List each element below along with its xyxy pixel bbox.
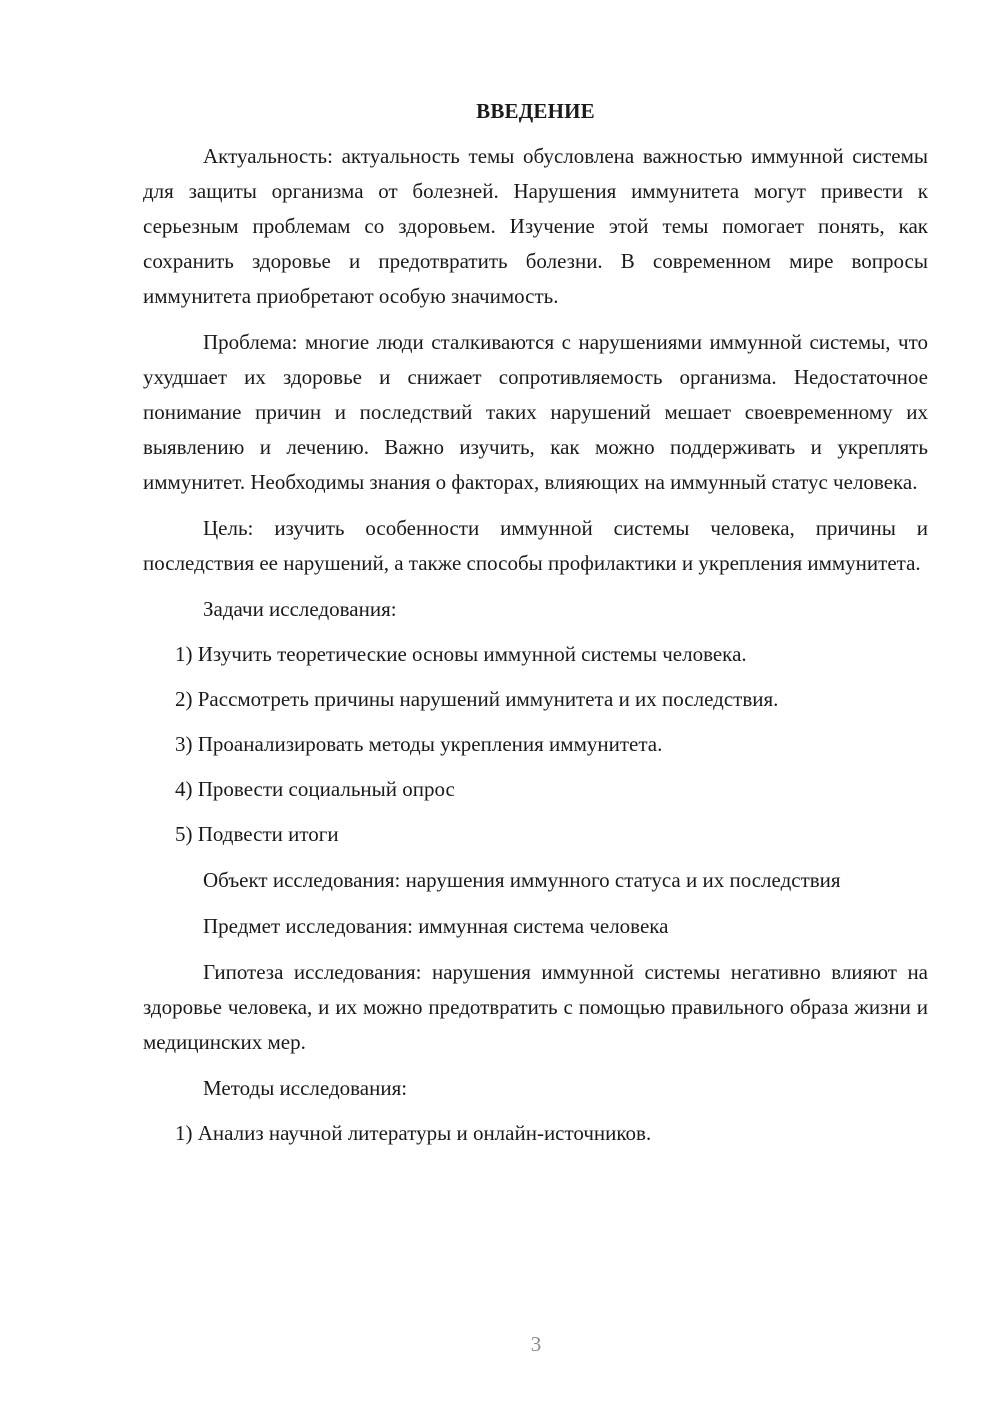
list-item: 5) Подвести итоги	[175, 822, 339, 846]
paragraph-hypothesis: Гипотеза исследования: нарушения иммунной системы негативно влияют на здоровье человека, и их можно предотвратить с помощью правильного образа жизни и медицинских мер.	[143, 960, 928, 1054]
page-number: 3	[530, 1332, 542, 1356]
tasks-title: Задачи исследования:	[203, 597, 397, 621]
list-item: 1) Изучить теоретические основы иммунной системы человека.	[175, 642, 747, 666]
paragraph-problem: Проблема: многие люди сталкиваются с нарушениями иммунной системы, что ухудшает их здоровье и снижает сопротивляемость организма. Недостаточное понимание причин и последствий таких нарушений мешает своевременному их выявлению и лечению. Важно изучить, как можно поддерживать и укреплять иммунитет. Необходимы знания о факторах, влияющих на иммунный статус человека.	[143, 330, 928, 494]
methods-list	[143, 1116, 928, 1151]
page-content	[143, 96, 928, 1151]
tasks-list	[143, 637, 928, 852]
list-item: 2) Рассмотреть причины нарушений иммунитета и их последствия.	[175, 687, 779, 711]
paragraph-goal: Цель: изучить особенности иммунной системы человека, причины и последствия ее нарушений, а также способы профилактики и укрепления иммунитета.	[143, 516, 928, 575]
list-item: 4) Провести социальный опрос	[175, 777, 455, 801]
list-item: 1) Анализ научной литературы и онлайн-источников.	[175, 1121, 652, 1145]
paragraph-relevance: Актуальность: актуальность темы обусловлена важностью иммунной системы для защиты организма от болезней. Нарушения иммунитета могут привести к серьезным проблемам со здоровьем. Изучение этой темы помогает понять, как сохранить здоровье и предотвратить болезни. В современном мире вопросы иммунитета приобретают особую значимость.	[143, 144, 928, 308]
list-item: 3) Проанализировать методы укрепления иммунитета.	[175, 732, 663, 756]
paragraph-object: Объект исследования: нарушения иммунного статуса и их последствия	[203, 868, 841, 892]
paragraph-subject: Предмет исследования: иммунная система человека	[203, 914, 669, 938]
section-heading: ВВЕДЕНИЕ	[476, 99, 595, 123]
methods-title: Методы исследования:	[203, 1076, 408, 1100]
